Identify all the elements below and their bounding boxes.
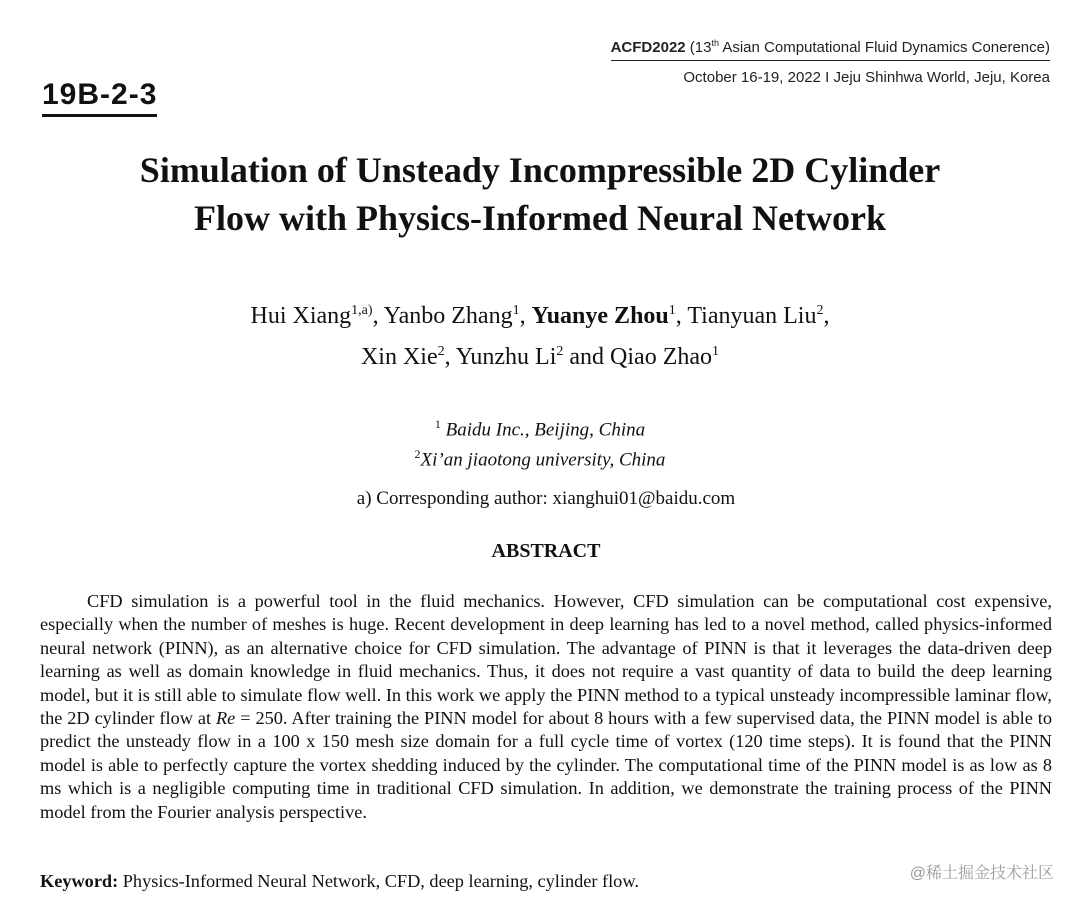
author-separator: , [519, 303, 532, 329]
author-name: Hui Xiang [250, 303, 352, 329]
affiliation-text: Baidu Inc., Beijing, China [440, 419, 646, 441]
affiliation-item [0, 442, 1080, 472]
author-list [0, 293, 1080, 375]
paper-title [0, 146, 1080, 242]
title-line-1: Simulation of Unsteady Incompressible 2D Cylinder [139, 150, 941, 190]
paper-id: 19B-2-3 [42, 78, 157, 117]
author-affiliation-mark: 1 [712, 344, 720, 359]
abstract-text-after: . After training the PINN model for about 8 hours with a few supervised data, the PINN model is able to predict the unsteady flow in a 100 x 150 mesh size domain for a full cycle time of vortex (120 time steps). It is found that the PINN model is able to perfectly capture the vortex shedding induced by the cylinder. The computational time of the PINN model is as low as 8 ms which is a negligible computing time in traditional CFD simulation. In addition, we demonstrate the training process of the PINN model from the Fourier analysis perspective. [40, 708, 1052, 822]
conference-open-paren: (13 [685, 39, 712, 56]
author-line-2 [0, 334, 1080, 375]
author-affiliation-mark: 1,a) [351, 303, 373, 318]
keywords [40, 871, 639, 892]
author-affiliation-mark: 1 [512, 303, 520, 318]
corresponding-author: a) Corresponding author: xianghui01@baidu.com [356, 488, 736, 509]
author-name: Tianyuan Liu [687, 303, 817, 329]
author-separator: , [675, 303, 688, 329]
abstract-body [40, 590, 1052, 824]
conference-date-venue: October 16-19, 2022 I Jeju Shinhwa World, Jeju, Korea [683, 69, 1050, 86]
author-name-presenting: Yuanye Zhou [531, 303, 669, 329]
conference-header [611, 38, 1050, 86]
affiliations [0, 412, 1080, 473]
author-name: Xin Xie [360, 344, 438, 370]
author-affiliation-mark: 1 [668, 303, 676, 318]
author-name: Yunzhu Li [455, 344, 557, 370]
affiliation-mark: 2 [414, 447, 421, 462]
conference-name [611, 38, 1050, 61]
watermark: @稀土掘金技术社区 [909, 865, 1054, 882]
author-name: Qiao Zhao [610, 344, 713, 370]
author-separator: , [823, 303, 830, 329]
author-separator: , [372, 303, 384, 329]
author-affiliation-mark: 2 [816, 303, 824, 318]
conference-acronym: ACFD2022 [610, 39, 686, 56]
author-separator: , [444, 344, 456, 370]
author-affiliation-mark: 2 [556, 344, 564, 359]
author-separator: and [563, 344, 611, 370]
keyword-text: Physics-Informed Neural Network, CFD, deep learning, cylinder flow. [118, 871, 639, 891]
affiliation-mark: 1 [434, 417, 441, 431]
keyword-label: Keyword: [40, 871, 119, 891]
author-name: Yanbo Zhang [383, 303, 513, 329]
abstract-math-variable: Re [216, 708, 236, 729]
conference-ordinal-suffix: th [711, 38, 719, 48]
author-line-1 [0, 293, 1080, 334]
affiliation-text: Xi’an jiaotong university, China [420, 449, 666, 471]
author-affiliation-mark: 2 [437, 344, 445, 359]
title-line-2: Flow with Physics-Informed Neural Network [194, 198, 886, 238]
conference-name-rest: Asian Computational Fluid Dynamics Conerence) [719, 39, 1050, 56]
abstract-text-before: CFD simulation is a powerful tool in the fluid mechanics. However, CFD simulation can be computational cost expensive, especially when the number of meshes is huge. Recent development in deep learning has led to a novel method, called physics-informed neural network (PINN), as an alternative choice for CFD simulation. The advantage of PINN is that it leverages the data-driven deep learning as well as domain knowledge in fluid mechanics. Thus, it does not require a vast quantity of data to build the deep learning model, but it is still able to simulate flow well. In this work we apply the PINN method to a typical unsteady incompressible laminar flow, the 2D cylinder flow at [40, 591, 1052, 729]
affiliation-item [0, 412, 1080, 442]
abstract-math-value: = 250 [235, 708, 283, 729]
abstract-heading: ABSTRACT [491, 540, 601, 562]
